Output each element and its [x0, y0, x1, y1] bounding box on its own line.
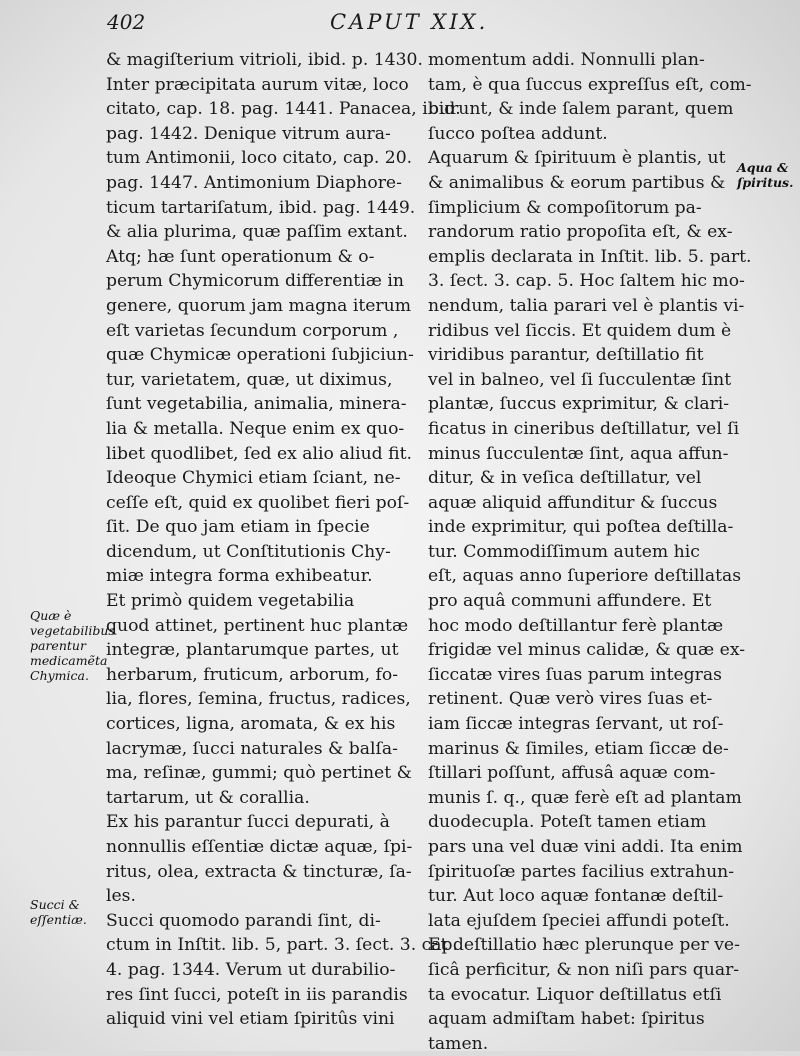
text-line: viridibus parantur, deſtillatio fit: [428, 345, 704, 366]
text-line: Ex his parantur ſucci depurati, à: [106, 812, 390, 833]
text-line: ſiccatæ vires ſuas parum integras: [428, 664, 722, 685]
text-line: ſtillari poſſunt, affusâ aquæ com-: [428, 763, 716, 784]
text-line: ſunt vegetabilia, animalia, minera-: [106, 394, 407, 415]
text-line: frigidæ vel minus calidæ, & quæ ex-: [428, 640, 746, 661]
text-line: aquæ aliquid affunditur & ſuccus: [428, 492, 718, 513]
text-line: ceſſe eſt, quid ex quolibet fieri poſ-: [106, 492, 410, 513]
text-line: hoc modo deſtillantur ferè plantæ: [428, 615, 724, 636]
text-line: plantæ, ſuccus exprimitur, & clari-: [428, 394, 730, 415]
text-line: vel in balneo, vel ſi ſucculentæ ſint: [428, 369, 732, 390]
text-line: genere, quorum jam magna iterum: [106, 295, 412, 316]
text-line: ſimplicium & compoſitorum pa-: [428, 197, 702, 218]
text-line: lata ejuſdem ſpeciei affundi poteſt.: [428, 910, 730, 931]
text-line: cortices, ligna, aromata, & ex his: [106, 714, 396, 735]
text-line: pag. 1447. Antimonium Diaphore-: [106, 172, 402, 193]
text-line: nendum, talia parari vel è plantis vi-: [428, 295, 745, 316]
text-line: inde exprimitur, qui poſtea deſtilla-: [428, 517, 734, 538]
text-line: nonnullis eſſentiæ dictæ aquæ, ſpi-: [106, 837, 413, 857]
text-line: eſt, aquas anno ſuperiore deſtillatas: [428, 566, 742, 587]
text-line: 3. ſect. 3. cap. 5. Hoc ſaltem hic mo-: [428, 271, 745, 292]
text-line: miæ integra forma exhibeatur.: [106, 566, 373, 587]
text-line: pag. 1442. Denique vitrum aura-: [106, 123, 391, 144]
text-line: Aquarum & ſpirituum è plantis, ut: [428, 148, 726, 169]
text-line: ta evocatur. Liquor deſtillatus etſi: [428, 984, 722, 1005]
text-line: retinent. Quæ verò vires ſuas et-: [428, 689, 713, 710]
text-line: munis ſ. q., quæ ferè eſt ad plantam: [428, 787, 742, 808]
text-line: tur, varietatem, quæ, ut diximus,: [106, 369, 393, 390]
text-line: ſucco poſtea addunt.: [428, 123, 608, 144]
text-line: marinus & ſimiles, etiam ſiccæ de-: [428, 738, 729, 759]
text-line: Succi quomodo parandi ſint, di-: [106, 910, 381, 931]
text-line: tum Antimonii, loco citato, cap. 20.: [106, 148, 413, 169]
text-line: ritus, olea, extracta & tincturæ, ſa-: [106, 861, 412, 882]
text-line: tartarum, ut & corallia.: [106, 787, 310, 808]
text-line: burunt, & inde ſalem parant, quem: [428, 99, 734, 120]
text-line: ticum tartariſatum, ibid. pag. 1449.: [106, 197, 416, 218]
text-line: aliquid vini vel etiam ſpiritûs vini: [106, 1009, 395, 1030]
text-line: lia, flores, ſemina, fructus, radices,: [106, 689, 411, 710]
right-text-column: [428, 48, 752, 1056]
left-text-column: [106, 48, 461, 1032]
text-line: tamen.: [428, 1033, 489, 1054]
text-line: Inter præcipitata aurum vitæ, loco: [106, 74, 409, 95]
text-line: Atq; hæ ſunt operationum & o-: [106, 246, 375, 267]
text-line: ditur, & in veſica deſtillatur, vel: [428, 468, 702, 489]
text-line: ma, reſinæ, gummi; quò pertinet &: [106, 763, 412, 784]
margin-note-aqua: Aqua & ſpiritus.: [737, 160, 794, 190]
text-line: eſt varietas ſecundum corporum ,: [106, 320, 399, 341]
text-line: res ſint ſucci, poteſt in iis parandis: [106, 984, 408, 1005]
text-line: tam, è qua ſuccus expreſſus eſt, com-: [428, 74, 752, 95]
text-line: Et deſtillatio hæc plerunque per ve-: [428, 935, 740, 956]
text-line: minus ſucculentæ ſint, aqua affun-: [428, 443, 729, 464]
text-line: iam ſiccæ integras ſervant, ut roſ-: [428, 714, 724, 735]
margin-note-succi: Succi & eſſentiæ.: [30, 897, 87, 927]
text-line: quod attinet, pertinent huc plantæ: [106, 615, 409, 636]
text-line: ridibus vel ſiccis. Et quidem dum è: [428, 320, 732, 341]
text-line: momentum addi. Nonnulli plan-: [428, 50, 705, 70]
text-line: pro aquâ communi affundere. Et: [428, 591, 712, 612]
text-line: les.: [106, 886, 136, 907]
text-line: libet quodlibet, ſed ex alio aliud fit.: [106, 443, 412, 464]
running-title: CAPUT XIX.: [330, 10, 489, 34]
text-line: & alia plurima, quæ paſſim extant.: [106, 222, 408, 243]
text-line: pars una vel duæ vini addi. Ita enim: [428, 837, 743, 857]
text-line: & magiſterium vitrioli, ibid. p. 1430.: [106, 50, 423, 70]
text-line: & animalibus & eorum partibus &: [428, 172, 726, 193]
text-line: aquam admiſtam habet: ſpiritus: [428, 1009, 705, 1030]
text-line: quæ Chymicæ operationi ſubjiciun-: [106, 345, 414, 366]
text-line: 4. pag. 1344. Verum ut durabilio-: [106, 959, 396, 980]
text-line: randorum ratio propoſita eſt, & ex-: [428, 222, 733, 243]
text-line: ctum in Inſtit. lib. 5, part. 3. ſect. 3. cap.: [106, 935, 458, 956]
text-line: lia & metalla. Neque enim ex quo-: [106, 418, 405, 439]
text-line: lacrymæ, ſucci naturales & balſa-: [106, 738, 398, 759]
text-line: Et primò quidem vegetabilia: [106, 591, 355, 612]
text-line: emplis declarata in Inſtit. lib. 5. part.: [428, 246, 752, 267]
page-number: 402: [107, 10, 146, 34]
margin-note-vegetabilia: Quæ è vegetabilibus parentur medicamẽta Chymica.: [30, 608, 115, 683]
text-line: citato, cap. 18. pag. 1441. Panacea, ibid.: [106, 99, 461, 120]
text-line: tur. Aut loco aquæ fontanæ deſtil-: [428, 886, 724, 907]
text-line: herbarum, fruticum, arborum, fo-: [106, 664, 399, 685]
text-line: integræ, plantarumque partes, ut: [106, 640, 399, 661]
text-line: ficatus in cineribus deſtillatur, vel ſi: [428, 418, 740, 439]
text-line: tur. Commodiſſimum autem hic: [428, 541, 700, 562]
text-line: ſicâ perficitur, & non niſi pars quar-: [428, 959, 740, 980]
text-line: ſpirituoſæ partes facilius extrahun-: [428, 861, 735, 882]
text-line: duodecupla. Poteſt tamen etiam: [428, 812, 707, 833]
text-line: dicendum, ut Conſtitutionis Chy-: [106, 541, 391, 562]
text-line: perum Chymicorum differentiæ in: [106, 271, 404, 292]
text-line: Ideoque Chymici etiam ſciant, ne-: [106, 468, 401, 489]
text-line: ſit. De quo jam etiam in ſpecie: [106, 517, 370, 538]
page-header: [0, 10, 800, 40]
